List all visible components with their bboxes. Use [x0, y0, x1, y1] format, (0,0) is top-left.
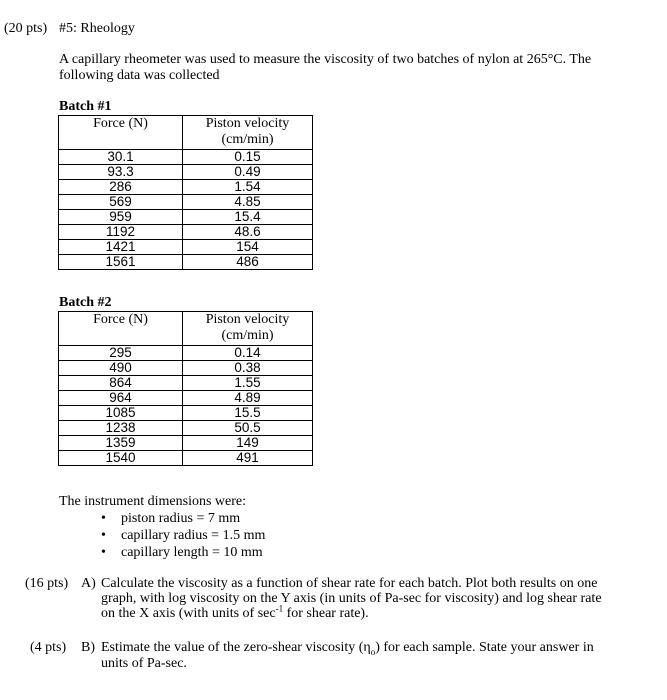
- velocity-cell: 149: [183, 436, 313, 451]
- force-cell: 30.1: [59, 150, 183, 165]
- force-cell: 286: [59, 180, 183, 195]
- force-cell: 93.3: [59, 165, 183, 180]
- table-header-row: [59, 116, 313, 150]
- table-row: [59, 346, 313, 361]
- force-cell: 1192: [59, 225, 183, 240]
- partA-label: A): [81, 576, 96, 591]
- force-cell: 1561: [59, 255, 183, 270]
- velocity-cell: 486: [183, 255, 313, 270]
- batch1-col-force: Force (N): [59, 116, 183, 150]
- force-cell: 959: [59, 210, 183, 225]
- table-header-row: [59, 312, 313, 346]
- table-row: [59, 406, 313, 421]
- force-cell: 295: [59, 346, 183, 361]
- force-cell: 864: [59, 376, 183, 391]
- table-row: [59, 180, 313, 195]
- table-row: [59, 376, 313, 391]
- problem-title: #5: Rheology: [59, 21, 135, 36]
- list-item: • capillary radius = 1.5 mm: [101, 528, 266, 543]
- velocity-cell: 4.85: [183, 195, 313, 210]
- intro-line-2: following data was collected: [59, 68, 220, 83]
- velocity-cell: 154: [183, 240, 313, 255]
- batch2-col-force: Force (N): [59, 312, 183, 346]
- partA-line-1: Calculate the viscosity as a function of shear rate for each batch. Plot both results on one: [101, 576, 598, 591]
- batch2-title: Batch #2: [59, 295, 112, 310]
- force-cell: 1085: [59, 406, 183, 421]
- force-cell: 964: [59, 391, 183, 406]
- table-row: [59, 195, 313, 210]
- force-cell: 490: [59, 361, 183, 376]
- partA-line-2: graph, with log viscosity on the Y axis (in units of Pa-sec for viscosity) and log shear rate: [101, 591, 602, 606]
- force-cell: 569: [59, 195, 183, 210]
- velocity-cell: 15.4: [183, 210, 313, 225]
- list-item: • capillary length = 10 mm: [101, 545, 263, 560]
- velocity-cell: 0.49: [183, 165, 313, 180]
- force-cell: 1540: [59, 451, 183, 466]
- force-cell: 1421: [59, 240, 183, 255]
- velocity-cell: 1.54: [183, 180, 313, 195]
- velocity-cell: 48.6: [183, 225, 313, 240]
- partB-points: (4 pts): [30, 640, 67, 655]
- velocity-cell: 1.55: [183, 376, 313, 391]
- table-row: [59, 210, 313, 225]
- table-row: [59, 391, 313, 406]
- batch1-title: Batch #1: [59, 99, 112, 114]
- partB-line-2: units of Pa-sec.: [101, 656, 187, 671]
- table-row: [59, 225, 313, 240]
- table-row: [59, 361, 313, 376]
- bullet-icon: •: [101, 545, 106, 560]
- velocity-cell: 491: [183, 451, 313, 466]
- table-row: [59, 436, 313, 451]
- velocity-cell: 4.89: [183, 391, 313, 406]
- partA-line-3: on the X axis (with units of $\sec^{-1}$ for shear rate).: [101, 603, 369, 621]
- batch1-col-velocity: Piston velocity (cm/min): [183, 116, 313, 150]
- table-row: [59, 240, 313, 255]
- partB-label: B): [81, 640, 95, 655]
- intro-line-1: A capillary rheometer was used to measure the viscosity of two batches of nylon at 265°C. The: [59, 52, 592, 67]
- table-row: [59, 165, 313, 180]
- table-row: [59, 421, 313, 436]
- velocity-cell: 0.15: [183, 150, 313, 165]
- velocity-cell: 0.14: [183, 346, 313, 361]
- header-points: (20 pts): [4, 21, 48, 36]
- bullet-icon: •: [101, 528, 106, 543]
- dimensions-intro: The instrument dimensions were:: [59, 494, 247, 509]
- bullet-icon: •: [101, 511, 106, 526]
- partA-points: (16 pts): [25, 576, 69, 591]
- batch2-col-velocity: Piston velocity (cm/min): [183, 312, 313, 346]
- velocity-cell: 15.5: [183, 406, 313, 421]
- table-row: [59, 150, 313, 165]
- velocity-cell: 50.5: [183, 421, 313, 436]
- table-row: [59, 255, 313, 270]
- batch1-table: [58, 115, 313, 270]
- list-item: • piston radius = 7 mm: [101, 511, 241, 526]
- velocity-cell: 0.38: [183, 361, 313, 376]
- force-cell: 1359: [59, 436, 183, 451]
- partB-line-1: Estimate the value of the zero-shear viscosity $(\eta_o)$ for each sample. State your answer in: [101, 640, 594, 657]
- batch2-table: [58, 311, 313, 466]
- force-cell: 1238: [59, 421, 183, 436]
- dimensions-list: [101, 510, 265, 561]
- table-row: [59, 451, 313, 466]
